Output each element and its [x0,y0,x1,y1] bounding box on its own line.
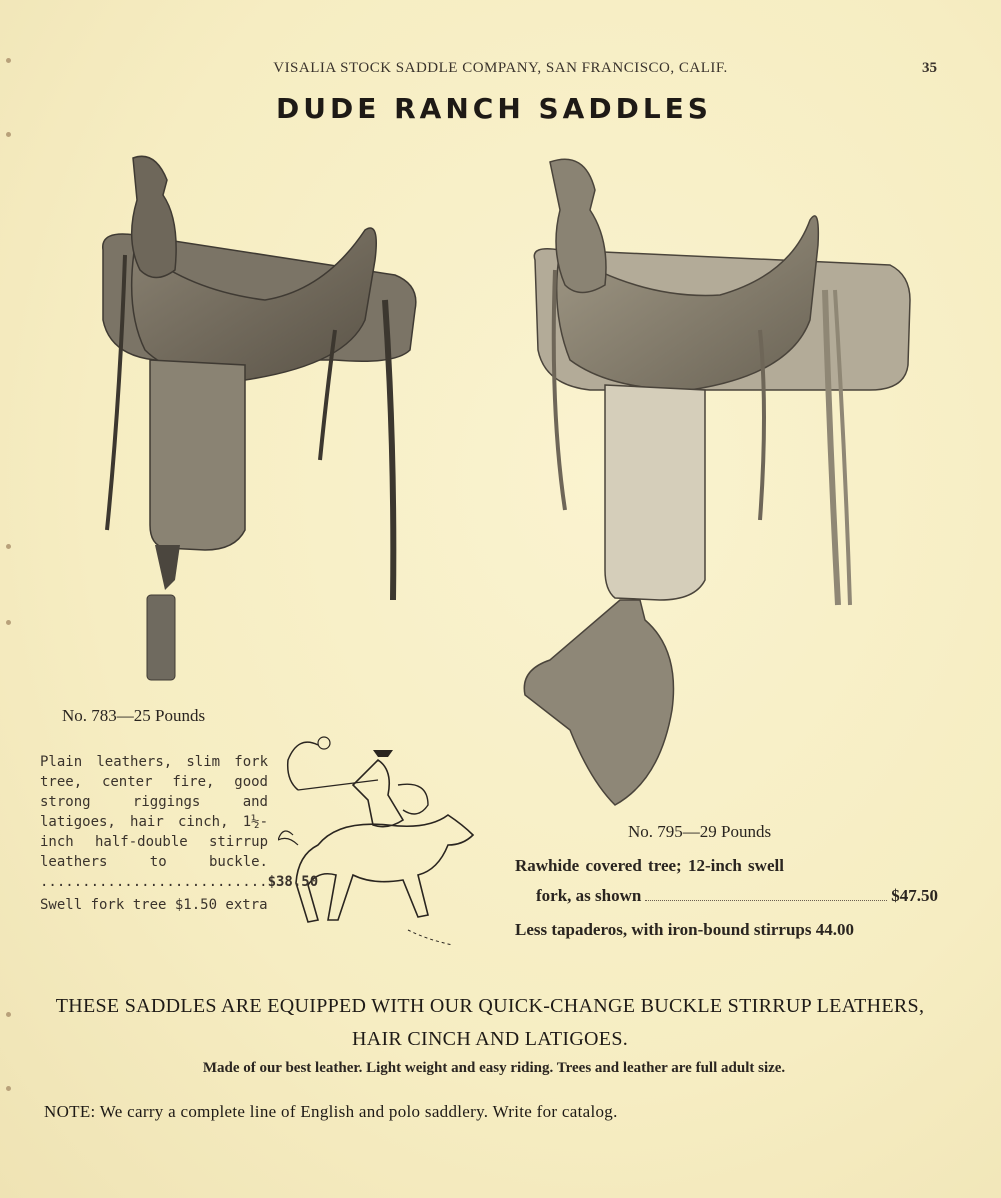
item-783-extra: Swell fork tree $1.50 extra [40,897,268,913]
page-number: 35 [922,60,937,76]
binding-hole [6,544,11,549]
item-795-price: $47.50 [891,886,938,905]
item-795-caption: No. 795—29 Pounds [628,822,772,841]
item-783-description [40,752,319,892]
item-795-fork-text: fork, as shown [536,886,642,905]
binding-hole [6,620,11,625]
saddle-783-illustration [95,150,430,685]
page-title: DUDE RANCH SADDLES [276,92,712,125]
page-header: VISALIA STOCK SADDLE COMPANY, SAN FRANCISCO, CALIF. [273,60,728,76]
saddle-795-illustration [520,150,915,815]
binding-hole [6,132,11,137]
catalog-note: NOTE: We carry a complete line of English and polo saddlery. Write for catalog. [44,1102,618,1121]
item-783-price: $38.50 [267,874,319,890]
binding-hole [6,1086,11,1091]
item-795-price-line [536,886,938,906]
item-795-description: Rawhide covered tree; 12-inch swell [515,856,784,875]
item-783-description-text: Plain leathers, slim fork tree, center fire, good strong riggings and latigoes, hair cinch, 1½-inch half-double stirrup leathers to buckle. [40,754,268,870]
dot-leader [645,900,887,901]
material-note: Made of our best leather. Light weight and easy riding. Trees and leather are full adult size. [202,1060,786,1076]
binding-hole [6,1012,11,1017]
item-795-alt-price: Less tapaderos, with iron-bound stirrups 44.00 [515,920,854,939]
equipment-notice: THESE SADDLES ARE EQUIPPED WITH OUR QUICK-CHANGE BUCKLE STIRRUP LEATHERS, HAIR CINCH AND LATIGOES. [55,995,925,1050]
item-783-caption: No. 783—25 Pounds [62,706,206,725]
item-783-dots: ........................... [40,874,268,890]
cowboy-roping-illustration [278,735,483,955]
